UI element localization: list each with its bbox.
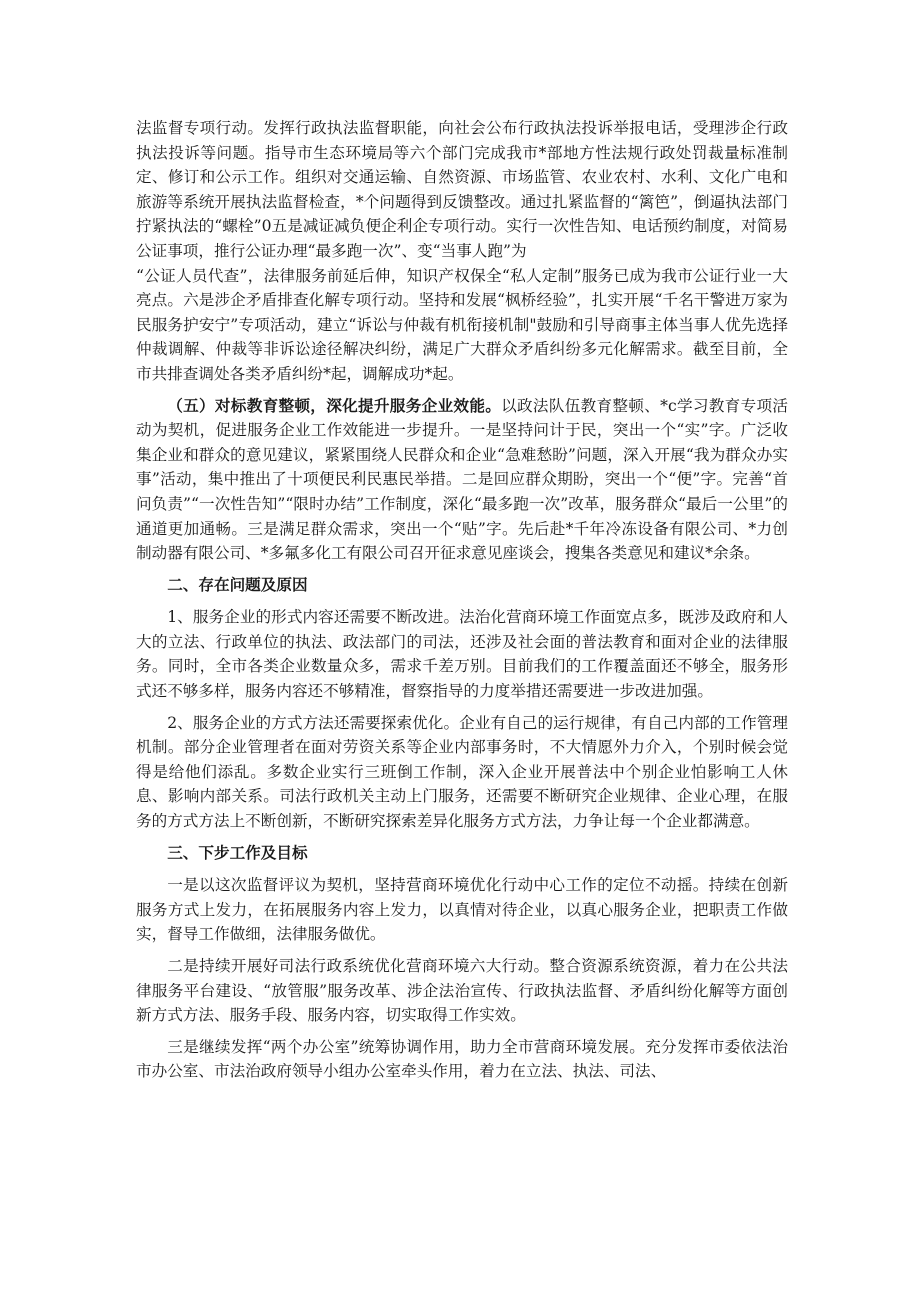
paragraph-line: 法监督专项行动。发挥行政执法监督职能，向社会公布行政执法投诉举报电话，受理涉企行政执法投诉等问题。指导市生态环境局等六个部门完成我市*部地方性法规行政处罚裁量标准制定、修订和公示工作。组织对交通运输、自然资源、市场监管、农业农村、水利、文化广电和旅游等系统开展执法监督检查，*个问题得到反馈整改。通过扎紧监督的“篱笆”，倒逼执法部门拧紧执法的“螺栓”0五是减证减负便企利企专项行动。实行一次性告知、电话预约制度，对简易公证事项，推行公证办理“最多跑一次”、变“当事人跑”为 bbox=[136, 119, 788, 260]
paragraph-education-rectification bbox=[136, 394, 788, 566]
paragraph-enforcement-supervision bbox=[136, 116, 788, 387]
paragraph-body: 以政法队伍教育整顿、*c学习教育专项活动为契机，促进服务企业工作效能进一步提升。一是坚持问计于民，突出一个“实”字。广泛收集企业和群众的意见建议，紧紧围绕人民群众和企业“急难愁盼”问题，深入开展“我为群众办实事”活动，集中推出了十项便民利民惠民举措。二是回应群众期盼，突出一个“便”字。完善“首问负责”“一次性告知”“限时办结”工作制度，深化“最多跑一次”改革，服务群众“最后一公里”的通道更加通畅。三是满足群众需求，突出一个“贴”字。先后赴*千年冷冻设备有限公司、*力创制动器有限公司、*多氟多化工有限公司召开征求意见座谈会，搜集各类意见和建议*余条。 bbox=[136, 396, 788, 563]
paragraph-problem-1: 1、服务企业的形式内容还需要不断改进。法治化营商环境工作面宽点多，既涉及政府和人大的立法、行政单位的执法、政法部门的司法，还涉及社会面的普法教育和面对企业的法律服务。同时，全市各类企业数量众多，需求千差万别。目前我们的工作覆盖面还不够全，服务形式还不够多样，服务内容还不够精准，督察指导的力度举措还需要进一步改进加强。 bbox=[136, 608, 788, 701]
section-subheading: （五）对标教育整顿，深化提升服务企业效能。 bbox=[167, 396, 502, 415]
section-heading-problems: 二、存在问题及原因 bbox=[167, 575, 308, 594]
paragraph-line: “公证人员代查”，法律服务前延后伸，知识产权保全“私人定制”服务已成为我市公证行业一大亮点。六是涉企矛盾排查化解专项行动。坚持和发展“枫桥经验”，扎实开展“千名干警进万家为民服务护安宁”专项活动，建立“诉讼与仲裁有机衔接机制"鼓励和引导商事主体当事人优先选择仲裁调解、仲裁等非诉讼途径解决纠纷，满足广大群众矛盾纠纷多元化解需求。截至目前，全市共排查调处各类矛盾纠纷*起，调解成功*起。 bbox=[136, 266, 788, 383]
paragraph-problem-2: 2、服务企业的方式方法还需要探索优化。企业有自己的运行规律，有自己内部的工作管理机制。部分企业管理者在面对劳资关系等企业内部事务时，不大情愿外力介入，个别时候会觉得是给他们添乱。多数企业实行三班倒工作制，深入企业开展普法中个别企业怕影响工人休息、影响内部关系。司法行政机关主动上门服务，还需要不断研究企业规律、企业心理，在服务的方式方法上不断创新，不断研究探索差异化服务方式方法，力争让每一个企业都满意。 bbox=[136, 713, 788, 831]
paragraph-goal-2: 二是持续开展好司法行政系统优化营商环境六大行动。整合资源系统资源，着力在公共法律服务平台建设、“放管服”服务改革、涉企法治宣传、行政执法监督、矛盾纠纷化解等方面创新方式方法、服务手段、服务内容，切实取得工作实效。 bbox=[136, 957, 788, 1025]
document-page bbox=[136, 116, 788, 1091]
section-heading-next-steps: 三、下步工作及目标 bbox=[167, 843, 308, 862]
paragraph-goal-3: 三是继续发挥“两个办公室”统筹协调作用，助力全市营商环境发展。充分发挥市委依法治市办公室、市法治政府领导小组办公室牵头作用，着力在立法、执法、司法、 bbox=[136, 1037, 788, 1081]
paragraph-goal-1: 一是以这次监督评议为契机，坚持营商环境优化行动中心工作的定位不动摇。持续在创新服务方式上发力，在拓展服务内容上发力，以真情对待企业，以真心服务企业，把职责工作做实，督导工作做细，法律服务做优。 bbox=[136, 876, 788, 944]
